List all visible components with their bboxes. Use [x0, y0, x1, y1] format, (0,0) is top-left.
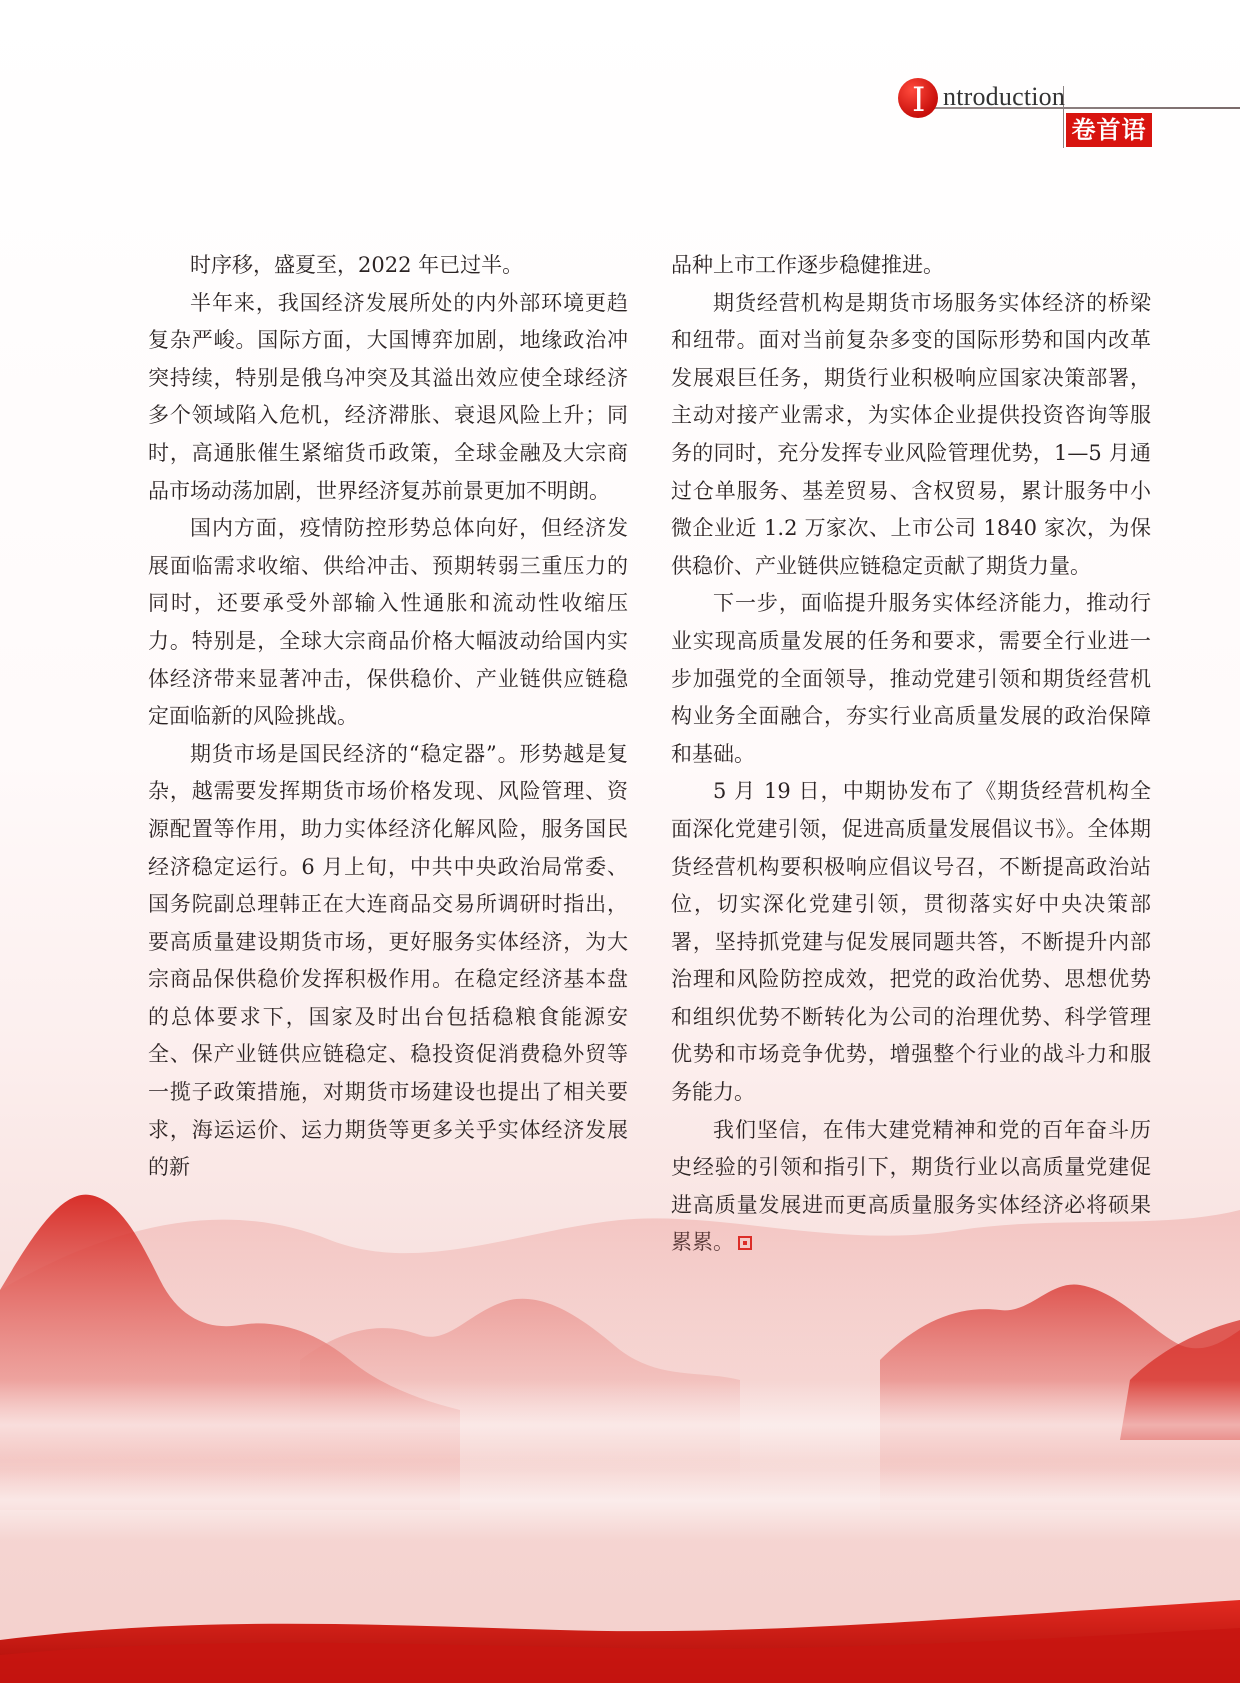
- paragraph: 期货市场是国民经济的“稳定器”。形势越是复杂，越需要发挥期货市场价格发现、风险管理、资源配置等作用，助力实体经济化解风险，服务国民经济稳定运行。6 月上旬，中共中央政治局常委、国务院副总理韩正在大连商品交易所调研时指出，要高质量建设期货市场，更好服务实体经济，为大宗商品保供稳价发挥积极作用。在稳定经济基本盘的总体要求下，国家及时出台包括稳粮食能源安全、保产业链供应链稳定、稳投资促消费稳外贸等一揽子政策措施，对期货市场建设也提出了相关要求，海运运价、运力期货等更多关乎实体经济发展的新: [148, 741, 628, 1180]
- paragraph: 下一步，面临提升服务实体经济能力，推动行业实现高质量发展的任务和要求，需要全行业进一步加强党的全面领导，推动党建引领和期货经营机构业务全面融合，夯实行业高质量发展的政治保障和基础。: [671, 591, 1151, 766]
- intro-word: ntroduction: [943, 82, 1066, 111]
- final-text: 我们坚信，在伟大建党精神和党的百年奋斗历史经验的引领和指引下，期货行业以高质量党建促进高质量发展进而更高质量服务实体经济必将硕果累累。: [671, 1117, 1151, 1255]
- paragraph: 时序移，盛夏至，2022 年已过半。: [190, 253, 524, 277]
- paragraph-continued: 品种上市工作逐步稳健推进。: [671, 253, 944, 277]
- section-badge: 卷首语: [1066, 113, 1152, 147]
- paragraph: 5 月 19 日，中期协发布了《期货经营机构全面深化党建引领，促进高质量发展倡议书》。全体期货经营机构要积极响应倡议号召，不断提高政治站位，切实深化党建引领，贯彻落实好中央决策部署，坚持抓党建与促发展同题共答，不断提升内部治理和风险防控成效，把党的政治优势、思想优势和组织优势不断转化为公司的治理优势、科学管理优势和市场竞争优势，增强整个行业的战斗力和服务能力。: [671, 779, 1151, 1105]
- paragraph: 期货经营机构是期货市场服务实体经济的桥梁和纽带。面对当前复杂多变的国际形势和国内改革发展艰巨任务，期货行业积极响应国家决策部署，主动对接产业需求，为实体企业提供投资咨询等服务的同时，充分发挥专业风险管理优势，1—5 月通过仓单服务、基差贸易、含权贸易，累计服务中小微企业近 1.2 万家次、上市公司 1840 家次，为保供稳价、产业链供应链稳定贡献了期货力量。: [671, 290, 1151, 578]
- intro-initial: I: [912, 80, 926, 120]
- paragraph: 国内方面，疫情防控形势总体向好，但经济发展面临需求收缩、供给冲击、预期转弱三重压力的同时，还要承受外部输入性通胀和流动性收缩压力。特别是，全球大宗商品价格大幅波动给国内实体经济带来显著冲击，保供稳价、产业链供应链稳定面临新的风险挑战。: [148, 516, 628, 729]
- red-mountain-landscape: [0, 1080, 1240, 1683]
- paragraph: 半年来，我国经济发展所处的内外部环境更趋复杂严峻。国际方面，大国博弈加剧，地缘政治冲突持续，特别是俄乌冲突及其溢出效应使全球经济多个领域陷入危机，经济滞胀、衰退风险上升；同时，高通胀催生紧缩货币政策，全球金融及大宗商品市场动荡加剧，世界经济复苏前景更加不明朗。: [148, 290, 628, 503]
- left-column: [148, 247, 628, 1187]
